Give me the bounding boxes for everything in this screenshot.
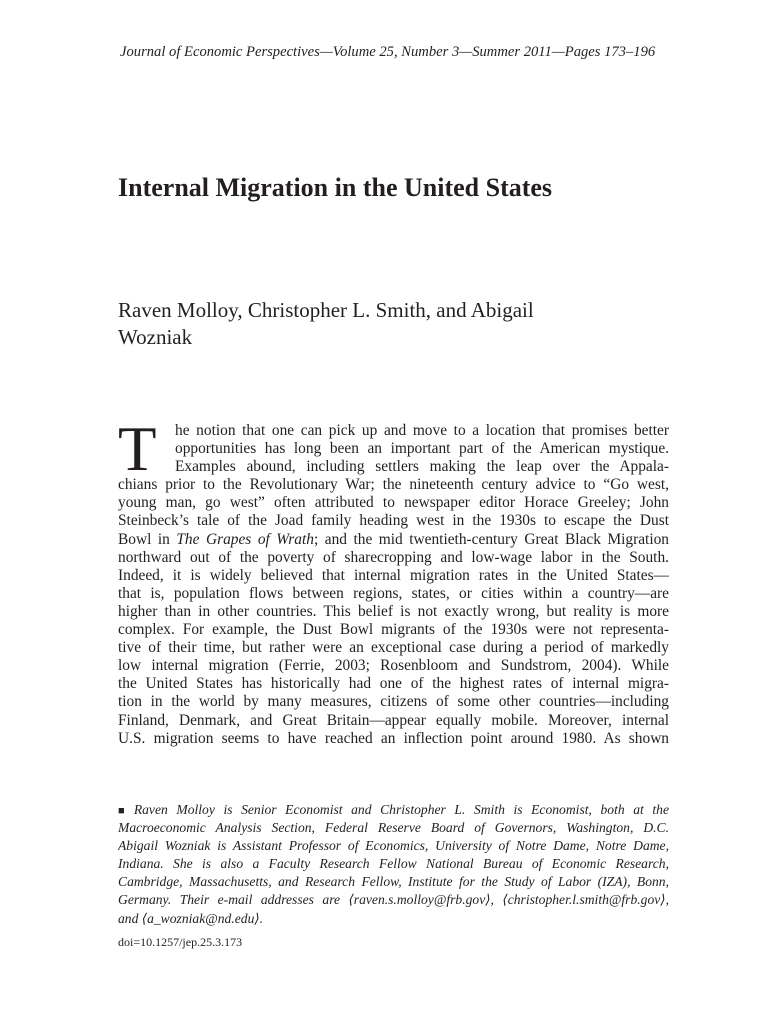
body-line: opportunities has long been an important part of the American mystique. [175,440,669,458]
footnote-line [118,801,669,819]
body-line: chians prior to the Revolutionary War; the nineteenth century advice to “Go west, [118,476,669,494]
footnote-line: Indiana. She is also a Faculty Research Fellow National Bureau of Economic Research, [118,856,669,872]
running-head: Journal of Economic Perspectives—Volume 25, Number 3—Summer 2011—Pages 173–196 [120,44,656,60]
article-body [118,414,669,748]
body-line [118,531,669,549]
body-text-run: ; and the mid twentieth-century Great Black Migration [313,530,669,548]
body-line: Steinbeck’s tale of the Joad family heading west in the 1930s to escape the Dust [118,512,669,530]
body-line: low internal migration (Ferrie, 2003; Rosenbloom and Sundstrom, 2004). While [118,657,669,675]
doi-link[interactable]: doi=10.1257/jep.25.3.173 [118,935,243,949]
footnote-line: and ⟨a_wozniak@nd.edu⟩. [118,910,264,926]
footnote-marker: ■ [118,805,130,817]
book-title: The Grapes of Wrath [176,530,314,548]
author-line-2: Wozniak [118,325,193,349]
body-line: complex. For example, the Dust Bowl migrants of the 1930s were not representa- [118,621,669,639]
author-line-1: Raven Molloy, Christopher L. Smith, and Abigail [118,298,534,322]
author-list [118,297,678,351]
body-text-run: Bowl in [118,530,177,548]
footnote-line: Abigail Wozniak is Assistant Professor of Economics, University of Notre Dame, Notre Dame, [118,838,669,854]
body-line: tion in the world by many measures, citizens of some other countries—including [118,693,669,711]
drop-cap: T [118,414,157,484]
footnote-line: Germany. Their e-mail addresses are ⟨raven.s.molloy@frb.gov⟩, ⟨christopher.l.smith@frb.gov⟩, [118,892,669,908]
body-line: he notion that one can pick up and move to a location that promises better [175,422,669,439]
footnote-line: Macroeconomic Analysis Section, Federal Reserve Board of Governors, Washington, D.C. [118,820,669,836]
body-line: Indeed, it is widely believed that internal migration rates in the United States— [118,566,669,584]
body-line: Finland, Denmark, and Great Britain—appear equally mobile. Moreover, internal [118,711,669,729]
body-line: higher than in other countries. This belief is not exactly wrong, but reality is more [118,602,669,620]
footnote-text-run: Raven Molloy is Senior Economist and Christopher L. Smith is Economist, both at the [133,802,669,817]
body-line: U.S. migration seems to have reached an inflection point around 1980. As shown [118,729,669,747]
footnote-line: Cambridge, Massachusetts, and Research Fellow, Institute for the Study of Labor (IZA), Bonn, [118,874,669,890]
article-title: Internal Migration in the United States [118,173,553,202]
body-line: northward out of the poverty of sharecropping and low-wage labor in the South. [118,548,669,566]
body-line: young man, go west” often attributed to newspaper editor Horace Greeley; John [118,494,669,512]
body-line: the United States has historically had one of the highest rates of internal migra- [118,675,669,693]
author-footnote [118,801,669,928]
body-line: Examples abound, including settlers making the leap over the Appala- [175,458,669,476]
body-line: tive of their time, but rather were an exceptional case during a period of markedly [118,639,669,657]
body-line: that is, population flows between regions, states, or cities within a country—are [118,584,669,602]
